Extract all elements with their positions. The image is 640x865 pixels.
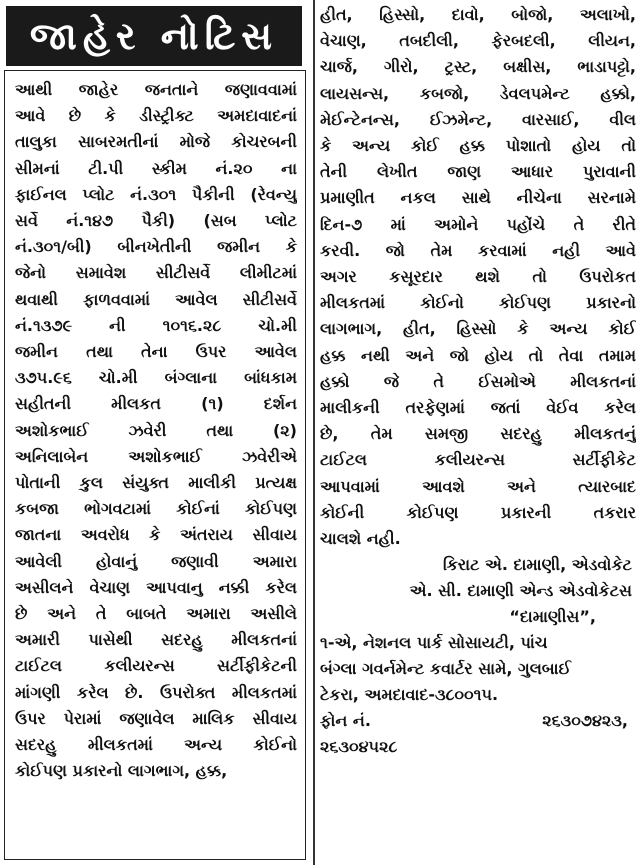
text-line: અશોકભાઈ ઝવેરી તથા (૨) <box>15 420 297 440</box>
text-line: જાતના અવરોધ કે અંતરાય સીવાય <box>15 525 297 545</box>
text-line: મીલકતમાં કોઈનો કોઈપણ પ્રકારનો <box>320 293 636 313</box>
building-name: “દામાણીસ”, <box>509 607 596 627</box>
text-line: હક્કો જે તે ઈસમોએ મીલકતનાં <box>320 371 636 391</box>
text-line: તેની લેખીત જાણ આધાર પુરાવાની <box>320 162 636 182</box>
text-line: કરવી. જો તેમ કરવામાં નહી આવે <box>320 240 636 260</box>
phone-label: ફોન નં. <box>320 711 371 731</box>
address-line-3: ટેકરા, અમદાવાદ-૩૮૦૦૧૫. <box>320 685 499 705</box>
text-line: જેનો સમાવેશ સીટીસર્વે લીમીટમાં <box>15 263 297 283</box>
text-line: જમીન તથા તેના ઉપર આવેલ <box>15 342 297 362</box>
text-line: કોઈપણ પ્રકારનો લાગભાગ, હક્ક, <box>15 761 228 781</box>
text-line: અગર કસૂરદાર થશે તો ઉપરોકત <box>320 267 636 287</box>
text-line: હક્ક નથી અને જો હોય તો તેવા તમામ <box>320 345 636 365</box>
text-line: નં.૧૩૭૯ ની ૧૦૧૬.૨૮ ચો.મી <box>15 315 297 335</box>
left-body-text <box>4 70 306 860</box>
address-line-2: બંગ્લા ગવર્નમેન્ટ કવાર્ટર સામે, ગુલબાઈ <box>320 659 571 679</box>
text-line: મેઈન્ટેનન્સ, ઈઝમેન્ટ, વારસાઈ, વીલ <box>320 109 636 129</box>
text-line: ૩૭૫.૯૬ ચો.મી બંગ્લાના બાંધકામ <box>15 368 297 388</box>
text-line: આથી જાહેર જનતાને જણાવવામાં <box>15 80 297 99</box>
text-line: સીમનાં ટી.પી સ્કીમ નં.૨૦ ના <box>15 158 297 178</box>
text-line: ફાઈનલ પ્લોટ નં.૩૦૧ પૈકીની (રેવન્યુ <box>15 184 297 204</box>
text-line: માંગણી કરેલ છે. ઉપરોક્ત મીલકતમાં <box>15 682 297 702</box>
text-line: ચાર્જ, ગીરો, ટ્રસ્ટ, બક્ષીસ, ભાડાપટ્ટો, <box>320 57 636 77</box>
text-line: નં.૩૦૧/બી) બીનખેતીની જમીન કે <box>15 237 297 257</box>
left-column <box>4 4 308 861</box>
text-line: માલીકની તરફેણમાં જતાં વેઈવ કરેલ <box>320 398 636 418</box>
right-body-text <box>320 2 636 552</box>
phone-number-2: ૨૬૩૦૪૫૨૮ <box>320 737 398 757</box>
text-line: દિન-૭ માં અમોને પહોંચે તે રીતે <box>320 214 636 234</box>
text-line: ટાઈટલ કલીયરન્સ સર્ટીફીકેટ <box>320 450 636 470</box>
text-line: આવેલી હોવાનું જણાવી અમારા <box>15 551 297 571</box>
text-line: કે અન્ય કોઈ હક્ક પોશાતો હોય તો <box>320 136 636 156</box>
text-line: કોઈની કોઈપણ પ્રકારની તકરાર <box>320 502 636 522</box>
text-line: આવે છે કે ડીસ્ટ્રીક્ટ અમદાવાદનાં <box>15 106 297 126</box>
law-firm-name: એ. સી. દામાણી એન્ડ એડવોકેટસ <box>409 581 632 601</box>
text-line: ટાઈટલ કલીયરન્સ સર્ટીફીકેટની <box>15 656 297 676</box>
text-line: લાયસન્સ, કબજો, ડેવલપમેન્ટ હક્કો, <box>320 83 636 103</box>
column-divider <box>313 0 315 865</box>
text-line: પ્રમાણીત નકલ સાથે નીચેના સરનામે <box>320 188 636 208</box>
phone-row <box>320 708 636 734</box>
text-line: લાગભાગ, હીત, હિસ્સો કે અન્ય કોઈ <box>320 319 636 339</box>
text-line: તાલુકા સાબરમતીનાં મોજે કોચરબની <box>15 132 297 152</box>
text-line: અનિલાબેન અશોકભાઈ ઝવેરીએ <box>15 446 297 466</box>
text-line: છે, તેમ સમજી સદરહુ મીલકતનું <box>320 424 636 444</box>
text-line: સદરહુ મીલકતમાં અન્ય કોઈનો <box>15 735 297 755</box>
text-line: આપવામાં આવશે અને ત્યારબાદ <box>320 476 636 496</box>
text-line: અમારી પાસેથી સદરહુ મીલકતનાં <box>15 630 297 650</box>
text-line: સર્વે નં.૧૪૭ પૈકી) (સબ પ્લોટ <box>15 211 297 231</box>
notice-title: જાહેર નોટિસ <box>6 6 302 66</box>
text-line: ચાલશે નહી. <box>320 529 401 549</box>
address-line-1: ૧-એ, નેશનલ પાર્ક સોસાયટી, પાંચ <box>320 633 548 653</box>
advocate-name: કિરાટ એ. દામાણી, એડવોકેટ <box>442 555 632 575</box>
text-line: કબજા ભોગવટામાં કોઈનાં કોઈપણ <box>15 499 297 519</box>
phone-number-1: ૨૬૩૦૭૪૨૩, <box>542 711 628 731</box>
right-column <box>320 2 636 863</box>
text-line: સહીતની મીલકત (૧) દર્શન <box>15 394 297 414</box>
text-line: અસીલને વેચાણ આપવાનુ નક્કી કરેલ <box>15 577 297 597</box>
text-line: ઉપર પેરામાં જણાવેલ માલિક સીવાય <box>15 708 297 728</box>
text-line: પોતાની કુલ સંયુક્ત માલીકી પ્રત્યક્ષ <box>15 473 297 493</box>
text-line: છે અને તે બાબતે અમારા અસીલે <box>15 604 297 624</box>
text-line: વેચાણ, તબદીલી, ફેરબદલી, લીયન, <box>320 31 636 51</box>
text-line: થવાથી ફાળવવામાં આવેલ સીટીસર્વે <box>15 289 297 309</box>
text-line: હીત, હિસ્સો, દાવો, બોજો, અલાખો, <box>320 5 636 24</box>
